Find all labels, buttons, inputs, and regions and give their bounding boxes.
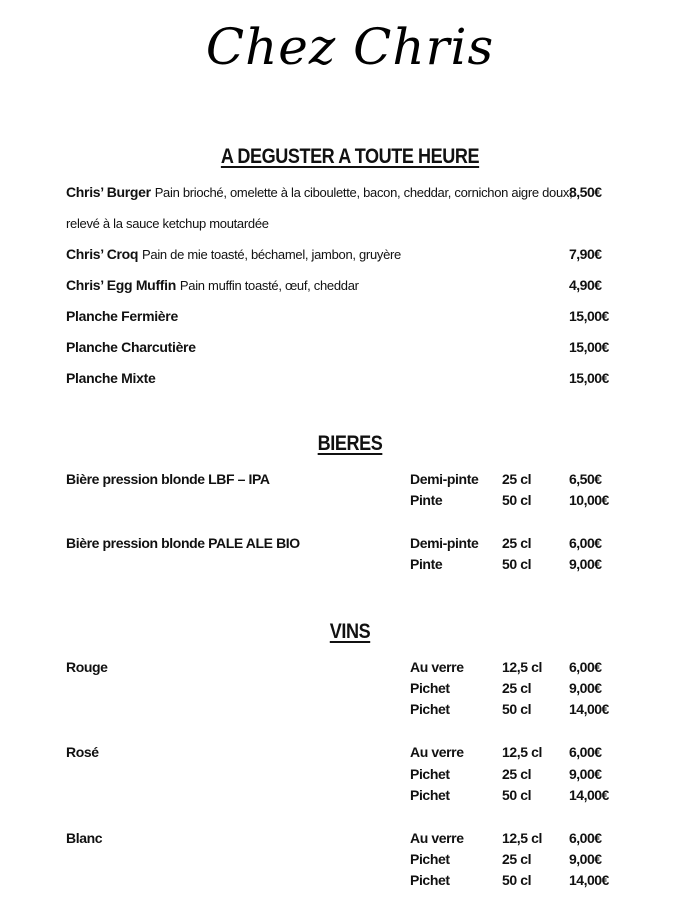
item-name: Planche Fermière — [66, 308, 178, 324]
serving-size: Pinte — [410, 492, 443, 508]
wine-name: Blanc — [66, 830, 103, 846]
serving-volume: 50 cl — [502, 701, 532, 717]
serving-volume: 50 cl — [502, 872, 532, 888]
wine-name: Rosé — [66, 744, 99, 760]
serving-price: 14,00€ — [569, 701, 609, 717]
restaurant-title: Chez Chris — [205, 18, 495, 76]
menu-item-burger — [66, 184, 572, 200]
serving-size: Au verre — [410, 830, 464, 846]
serving-size: Au verre — [410, 659, 464, 675]
serving-volume: 25 cl — [502, 535, 532, 551]
item-name: Planche Charcutière — [66, 339, 196, 355]
serving-volume: 50 cl — [502, 787, 532, 803]
serving-price: 6,00€ — [569, 830, 602, 846]
section-title-wines: VINS — [329, 620, 371, 643]
item-price: 15,00€ — [569, 339, 609, 355]
serving-size: Pichet — [410, 680, 450, 696]
serving-size: Pichet — [410, 787, 450, 803]
serving-price: 6,00€ — [569, 744, 602, 760]
serving-size: Demi-pinte — [410, 535, 479, 551]
serving-price: 6,50€ — [569, 471, 602, 487]
serving-volume: 25 cl — [502, 766, 532, 782]
section-title-food: A DEGUSTER A TOUTE HEURE — [220, 145, 480, 168]
serving-size: Demi-pinte — [410, 471, 479, 487]
menu-item-planche-charcutiere — [66, 339, 196, 355]
menu-item-egg-muffin — [66, 277, 359, 293]
serving-volume: 50 cl — [502, 492, 532, 508]
serving-price: 6,00€ — [569, 659, 602, 675]
serving-price: 9,00€ — [569, 766, 602, 782]
item-name: Chris’ Burger — [66, 184, 151, 200]
item-price: 15,00€ — [569, 308, 609, 324]
wine-name: Rouge — [66, 659, 108, 675]
item-price: 8,50€ — [569, 184, 602, 200]
serving-volume: 12,5 cl — [502, 830, 543, 846]
serving-volume: 12,5 cl — [502, 659, 543, 675]
serving-volume: 25 cl — [502, 471, 532, 487]
serving-size: Pichet — [410, 851, 450, 867]
serving-volume: 25 cl — [502, 851, 532, 867]
item-name: Chris’ Egg Muffin — [66, 277, 177, 293]
menu-item-planche-fermiere — [66, 308, 178, 324]
item-name: Chris’ Croq — [66, 246, 139, 262]
serving-price: 14,00€ — [569, 787, 609, 803]
serving-price: 14,00€ — [569, 872, 609, 888]
item-price: 15,00€ — [569, 370, 609, 386]
serving-price: 9,00€ — [569, 851, 602, 867]
serving-size: Pichet — [410, 701, 450, 717]
item-name: Planche Mixte — [66, 370, 156, 386]
serving-volume: 12,5 cl — [502, 744, 543, 760]
menu-item-planche-mixte — [66, 370, 155, 386]
item-price: 7,90€ — [569, 246, 602, 262]
serving-price: 10,00€ — [569, 492, 609, 508]
beer-name: Bière pression blonde LBF – IPA — [66, 471, 270, 487]
menu-item-burger-desc-cont — [66, 215, 269, 231]
item-description: Pain de mie toasté, béchamel, jambon, gruyère — [142, 247, 401, 262]
serving-price: 9,00€ — [569, 556, 602, 572]
item-price: 4,90€ — [569, 277, 602, 293]
item-description: Pain muffin toasté, œuf, cheddar — [179, 278, 359, 293]
serving-size: Pinte — [410, 556, 443, 572]
serving-volume: 50 cl — [502, 556, 532, 572]
serving-price: 6,00€ — [569, 535, 602, 551]
serving-volume: 25 cl — [502, 680, 532, 696]
serving-size: Pichet — [410, 766, 450, 782]
item-description: Pain brioché, omelette à la ciboulette, bacon, cheddar, cornichon aigre doux, — [154, 185, 573, 200]
item-description-continued: relevé à la sauce ketchup moutardée — [66, 216, 269, 231]
serving-size: Pichet — [410, 872, 450, 888]
serving-size: Au verre — [410, 744, 464, 760]
serving-price: 9,00€ — [569, 680, 602, 696]
beer-name: Bière pression blonde PALE ALE BIO — [66, 535, 300, 551]
menu-item-croq — [66, 246, 401, 262]
section-title-beers: BIERES — [317, 432, 383, 455]
